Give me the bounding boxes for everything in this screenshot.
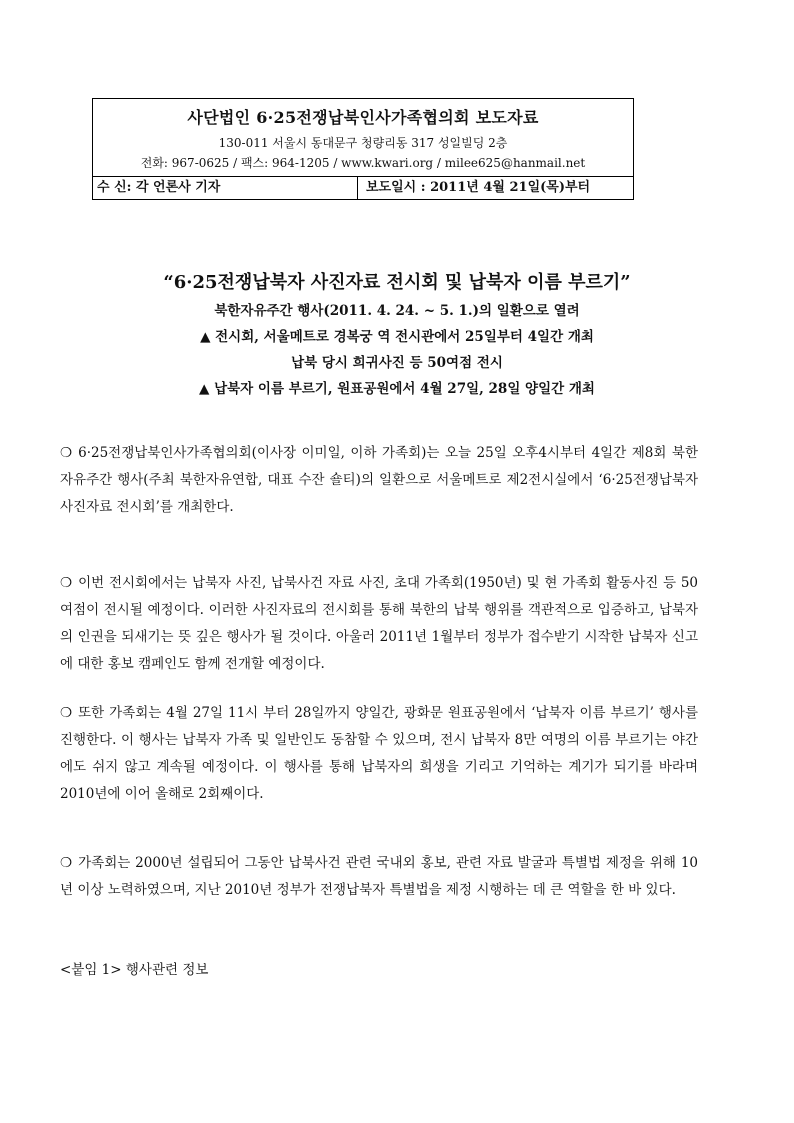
header-main	[93, 99, 633, 177]
paragraph-text: 이번 전시회에서는 납북자 사진, 납북사건 자료 사진, 초대 가족회(1950년) 및 현 가족회 활동사진 등 50여점이 전시될 예정이다. 이러한 사진자료의 전시회를 통해 북한의 납북 행위를 객관적으로 입증하고, 납북자의 인권을 되새기는 뜻 깊은 행사가 될 것이다. 아울러 2011년 1월부터 정부가 접수받기 시작한 납북자 신고에 대한 홍보 캠페인도 함께 전개할 예정이다.	[60, 575, 698, 672]
recipient-cell: 수 신: 각 언론사 기자	[93, 177, 358, 199]
subheadline: 납북 당시 희귀사진 등 50여점 전시	[291, 355, 503, 371]
press-release-header-box	[92, 98, 634, 200]
subheadline: 북한자유주간 행사(2011. 4. 24. ~ 5. 1.)의 일환으로 열려	[214, 303, 580, 319]
subheadline: ▲ 납북자 이름 부르기, 원표공원에서 4월 27일, 28일 양일간 개최	[199, 381, 595, 397]
circle-bullet-icon: ❍	[60, 445, 73, 461]
header-bottom-row	[93, 177, 633, 199]
attachment-note: <붙임 1> 행사관련 정보	[60, 962, 209, 978]
release-date-cell: 보도일시 : 2011년 4월 21일(목)부터	[366, 180, 591, 195]
organization-contact: 전화: 967-0625 / 팩스: 964-1205 / www.kwari.org / milee625@hanmail.net	[140, 156, 586, 170]
body-paragraph	[60, 440, 698, 521]
headline: “6·25전쟁납북자 사진자료 전시회 및 납북자 이름 부르기”	[163, 272, 631, 293]
body-paragraph	[60, 700, 698, 808]
organization-address: 130-011 서울시 동대문구 청량리동 317 성일빌딩 2층	[218, 136, 508, 150]
circle-bullet-icon: ❍	[60, 855, 73, 871]
body-paragraph	[60, 850, 698, 904]
circle-bullet-icon: ❍	[60, 705, 73, 721]
subheadline: ▲ 전시회, 서울메트로 경복궁 역 전시관에서 25일부터 4일간 개최	[200, 329, 594, 345]
paragraph-text: 또한 가족회는 4월 27일 11시 부터 28일까지 양일간, 광화문 원표공원에서 ‘납북자 이름 부르기’ 행사를 진행한다. 이 행사는 납북자 가족 및 일반인도 동참할 수 있으며, 전시 납북자 8만 여명의 이름 부르기는 야간에도 쉬지 않고 계속될 예정이다. 이 행사를 통해 납북자의 희생을 기리고 기억하는 계기가 되기를 바라며 2010년에 이어 올해로 2회째이다.	[60, 705, 698, 802]
circle-bullet-icon: ❍	[60, 575, 73, 591]
organization-title: 사단법인 6·25전쟁납북인사가족협의회 보도자료	[187, 108, 539, 127]
paragraph-text: 가족회는 2000년 설립되어 그동안 납북사건 관련 국내외 홍보, 관련 자료 발굴과 특별법 제정을 위해 10년 이상 노력하였으며, 지난 2010년 정부가 전쟁납북자 특별법을 제정 시행하는 데 큰 역할을 한 바 있다.	[60, 855, 698, 898]
body-paragraph	[60, 570, 698, 678]
paragraph-text: 6·25전쟁납북인사가족협의회(이사장 이미일, 이하 가족회)는 오늘 25일 오후4시부터 4일간 제8회 북한자유주간 행사(주최 북한자유연합, 대표 수잔 숄티)의 일환으로 서울메트로 제2전시실에서 ‘6·25전쟁납북자 사진자료 전시회’를 개최한다.	[60, 445, 698, 515]
subheadline-list	[60, 298, 734, 402]
